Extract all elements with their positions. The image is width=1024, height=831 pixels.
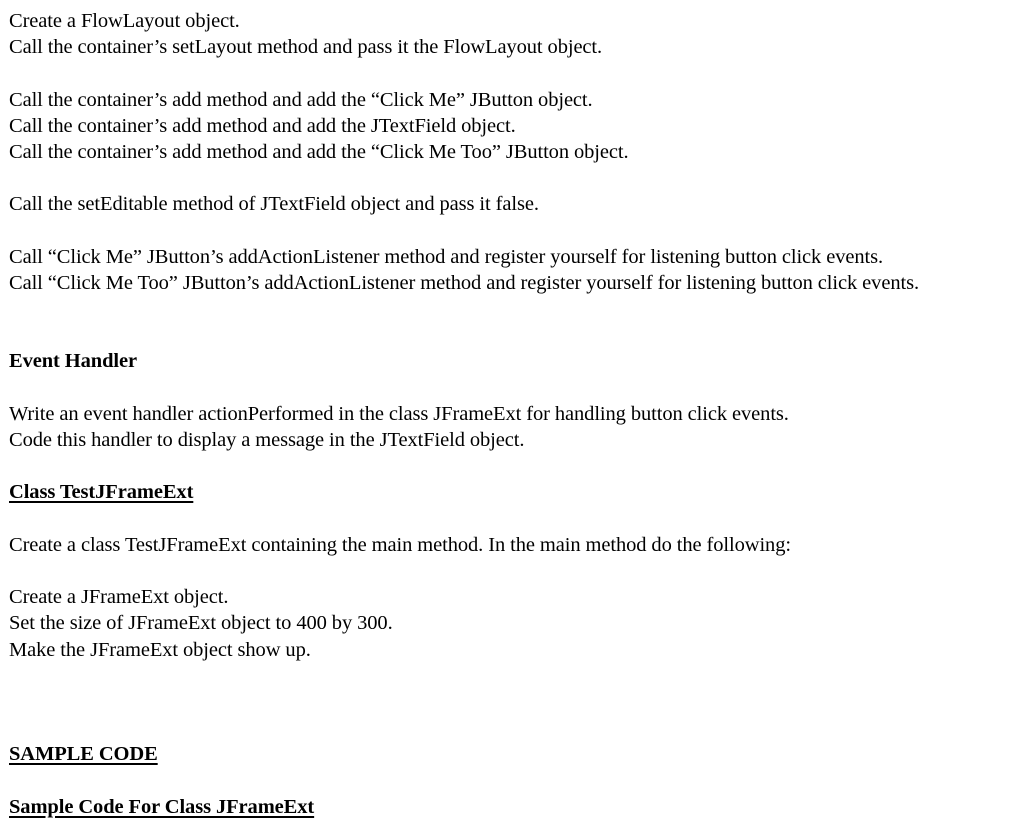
blank-line bbox=[9, 558, 1019, 584]
blank-line bbox=[9, 60, 1019, 86]
text-line: Make the JFrameExt object show up. bbox=[9, 638, 311, 661]
text-line: Call the container’s add method and add the “Click Me Too” JButton object. bbox=[9, 140, 629, 163]
document-body bbox=[9, 8, 1019, 820]
text-line: Call the container’s add method and add the JTextField object. bbox=[9, 114, 516, 137]
text-line: Call the container’s add method and add the “Click Me” JButton object. bbox=[9, 88, 593, 111]
blank-line bbox=[9, 165, 1019, 191]
text-line: Create a FlowLayout object. bbox=[9, 10, 240, 32]
sample-code-subheading-wrap bbox=[9, 794, 1019, 820]
blank-line bbox=[9, 506, 1019, 532]
text-line: Create a class TestJFrameExt containing the main method. In the main method do the following: bbox=[9, 533, 791, 556]
sample-code-heading-wrap bbox=[9, 741, 1019, 767]
blank-line bbox=[9, 218, 1019, 244]
blank-line bbox=[9, 767, 1019, 793]
test-class-heading-wrap bbox=[9, 479, 1019, 505]
blank-line bbox=[9, 453, 1019, 479]
text-line: Code this handler to display a message in the JTextField object. bbox=[9, 429, 525, 452]
blank-line bbox=[9, 375, 1019, 401]
text-line: Call the setEditable method of JTextField object and pass it false. bbox=[9, 193, 539, 216]
event-handler-heading: Event Handler bbox=[9, 350, 137, 373]
test-class-heading: Class TestJFrameExt bbox=[9, 481, 194, 504]
blank-line bbox=[9, 296, 1019, 348]
blank-line bbox=[9, 663, 1019, 742]
text-line: Set the size of JFrameExt object to 400 by 300. bbox=[9, 612, 393, 635]
text-line: Write an event handler actionPerformed in the class JFrameExt for handling button click events. bbox=[9, 402, 789, 425]
sample-code-heading: SAMPLE CODE bbox=[9, 743, 158, 766]
text-line: Create a JFrameExt object. bbox=[9, 586, 229, 609]
text-line: Call “Click Me” JButton’s addActionListener method and register yourself for listening button click events. bbox=[9, 245, 884, 268]
sample-code-subheading: Sample Code For Class JFrameExt bbox=[9, 795, 315, 818]
text-line: Call the container’s setLayout method and pass it the FlowLayout object. bbox=[9, 36, 603, 59]
text-line: Call “Click Me Too” JButton’s addActionListener method and register yourself for listening button click events. bbox=[9, 271, 919, 294]
